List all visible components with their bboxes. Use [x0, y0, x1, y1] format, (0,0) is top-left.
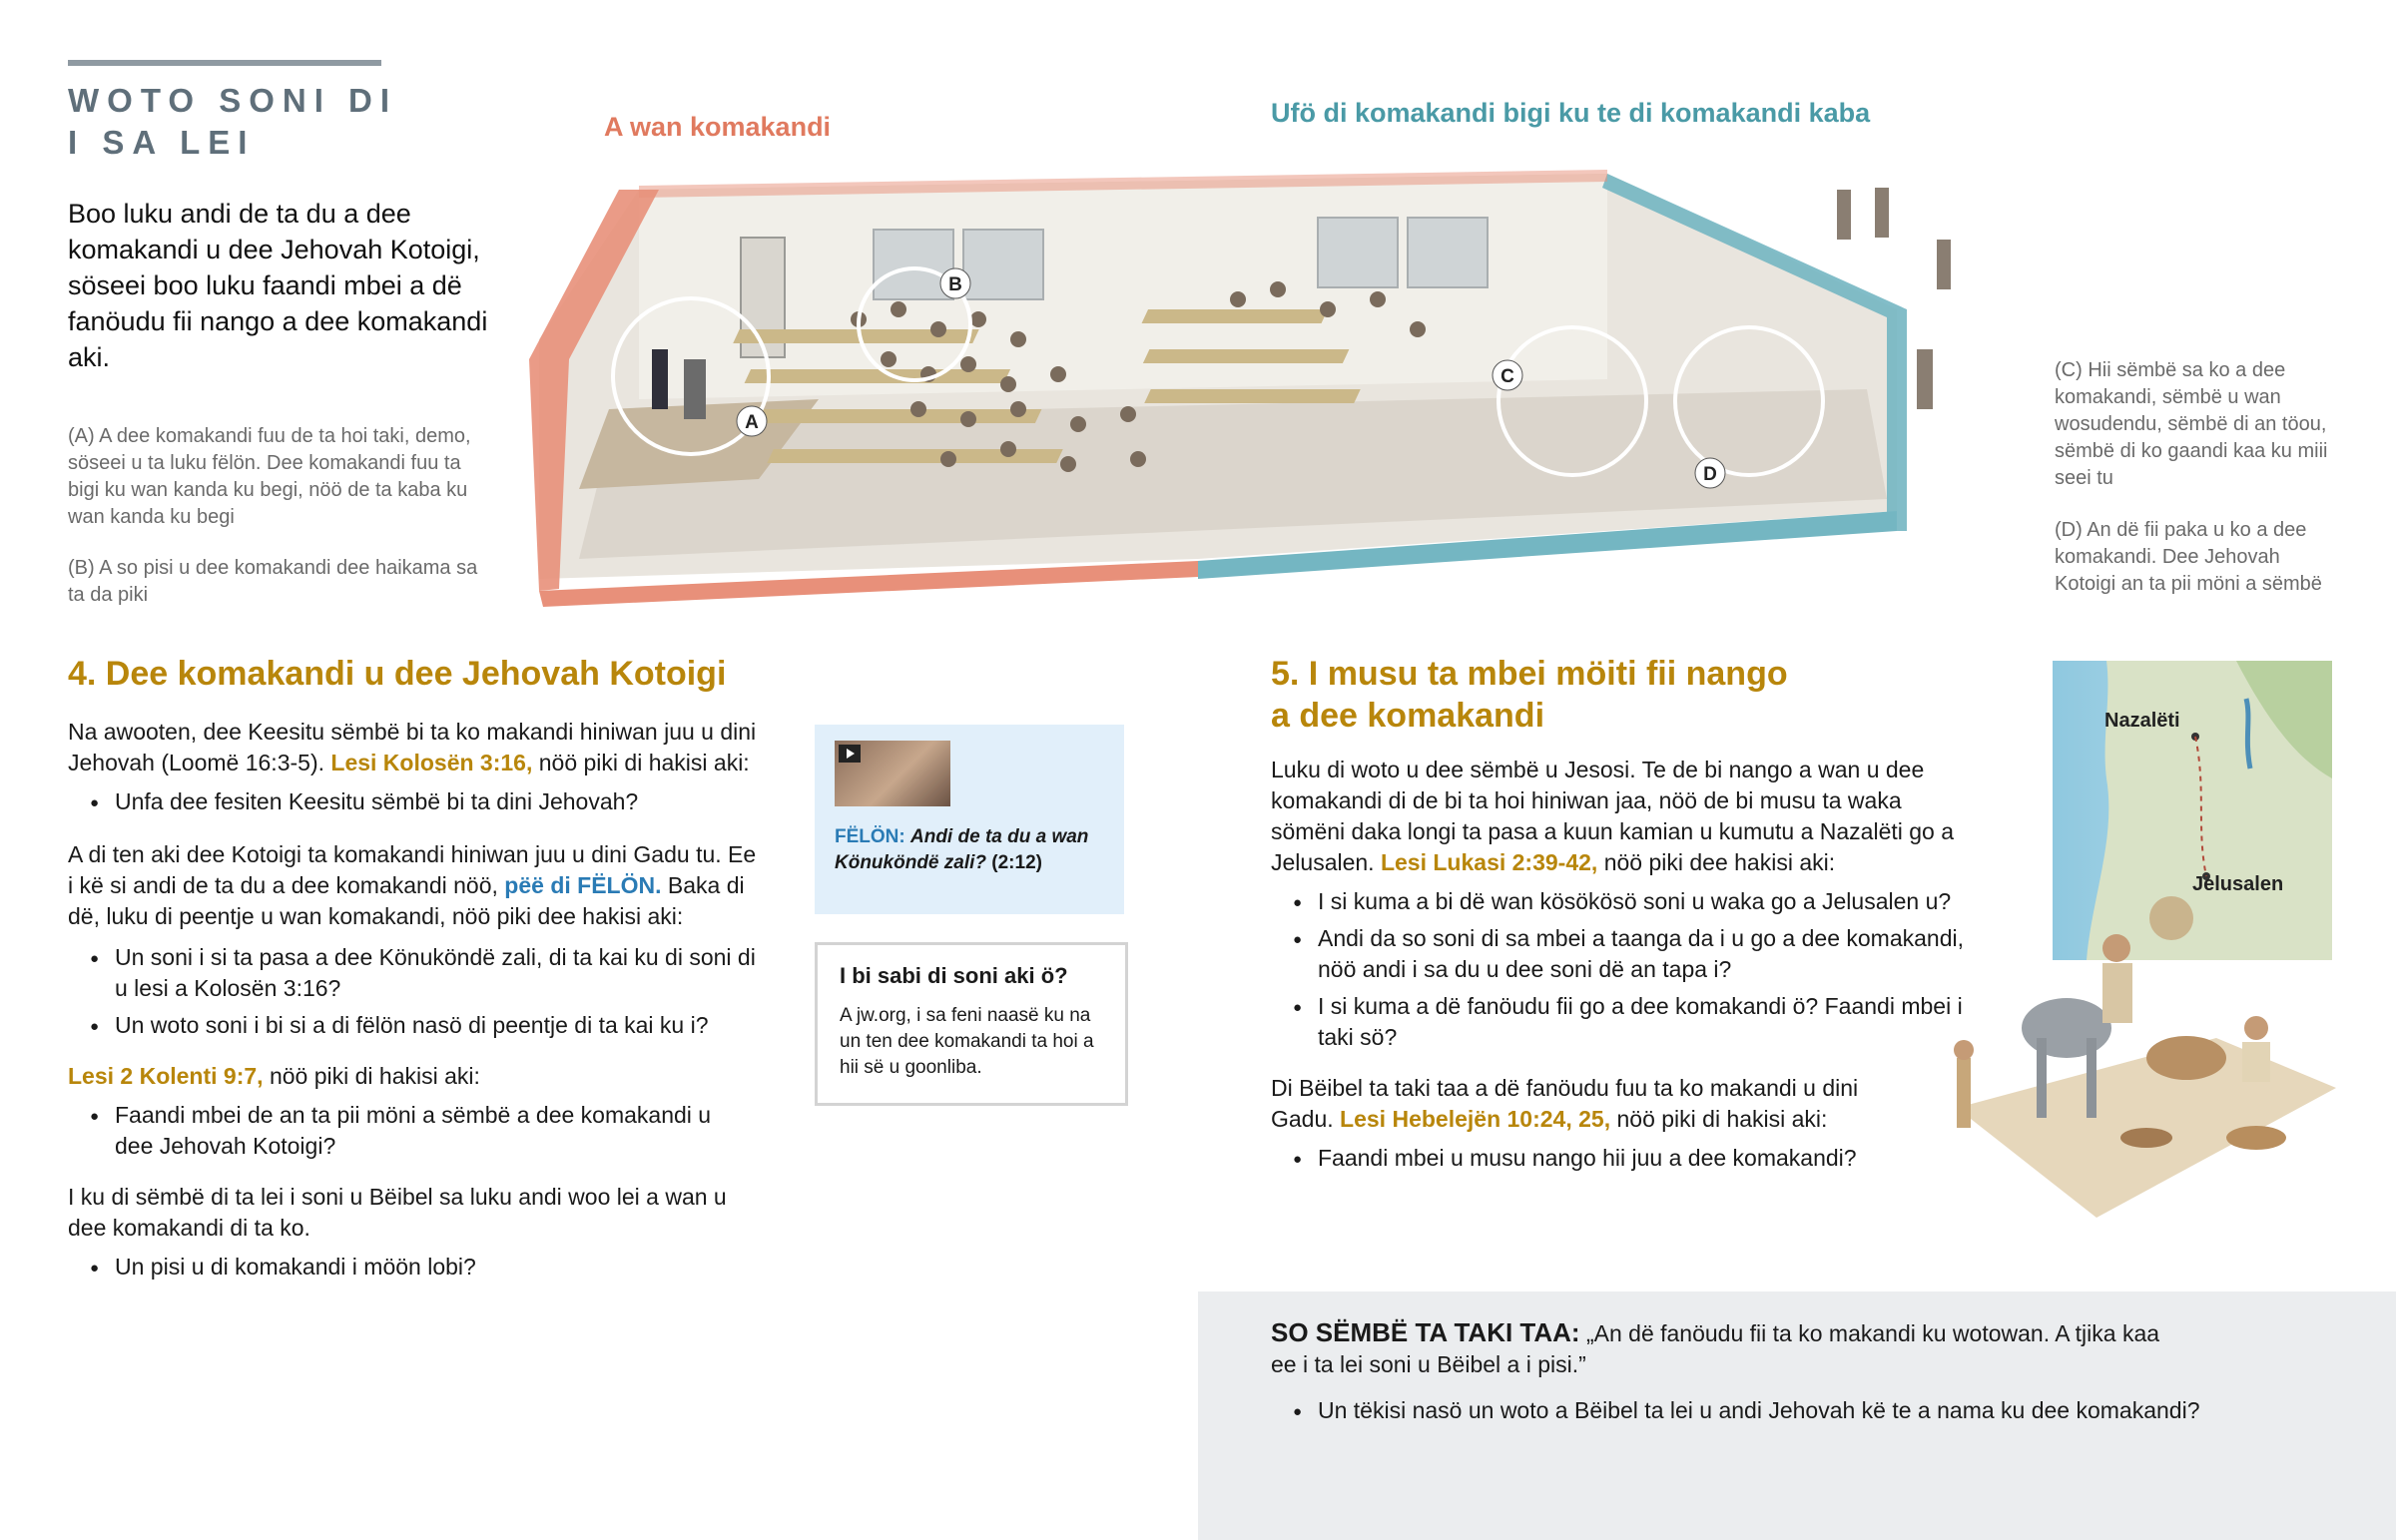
video-label: FËLÖN: [835, 826, 905, 847]
section4-title: 4. Dee komakandi u dee Jehovah Kotoigi [68, 655, 727, 693]
map-city-nazareth: Nazalëti [2104, 710, 2180, 732]
caption-a: (A) A dee komakandi fuu de ta hoi taki, demo, söseei u ta luku fëlön. Dee komakandi fuu ta bigi ku wan kanda ku begi, nöö de ta kaba ku wan kanda ku begi [68, 425, 471, 528]
section5-body [1271, 755, 1970, 1180]
section4-paragraph-3 [68, 1061, 767, 1092]
play-icon[interactable] [839, 745, 861, 763]
section5-paragraph-2 [1271, 1073, 1870, 1135]
section4-paragraph-4: I ku di sëmbë di ta lei i soni u Bëibel sa luku andi woo lei a wan u dee komakandi di ta ko. [68, 1184, 727, 1241]
info-box [815, 942, 1128, 1106]
footer-box [1198, 1291, 2396, 1540]
caption-d: (D) An dë fii paka u ko a dee komakandi. Dee Jehovah Kotoigi an ta pii möni a sëmbë [2055, 519, 2322, 595]
section4-question-3: ● Un woto soni i bi si a di fëlön nasö di peentje di ta kai ku i? [68, 1010, 767, 1041]
section5-p1-ref[interactable]: Lesi Lukasi 2:39-42, [1380, 849, 1598, 875]
section5-title-line1: 5. I musu ta mbei möiti fii nango [1271, 655, 1788, 693]
section4-p2-tail: Baka di dë, luku di peentje u wan komakandi, nöö piki dee hakisi aki: [68, 872, 745, 929]
intro-text: Boo luku andi de ta du a dee komakandi u dee Jehovah Kotoigi, söseei boo luku faandi mbei a dë fanöudu fii nango a dee komakandi aki. [68, 199, 488, 372]
section4-question-5: ● Un pisi u di komakandi i möön lobi? [68, 1252, 767, 1283]
section5-question-3: ● I si kuma a dë fanöudu fii go a dee komakandi ö? Faandi mbei i taki sö? [1271, 991, 1970, 1053]
section4-body [68, 717, 767, 1288]
footer-question: ● Un tëkisi nasö un woto a Bëibel ta lei u andi Jehovah kë te a nama ku dee komakandi? [1271, 1395, 2269, 1426]
section4-p3-tail: nöö piki di hakisi aki: [269, 1063, 480, 1089]
marker-c: C [1500, 366, 1514, 387]
footer-quote: „An dë fanöudu fii ta ko makandi ku wotowan. A tjika kaa ee i ta lei soni u Bëibel a i pisi.” [1271, 1320, 2160, 1377]
caption-c: (C) Hii sëmbë sa ko a dee komakandi, sëmbë u wan wosudendu, sëmbë di an töou, sëmbë di ko gaandi kaa ku miii seei tu [2055, 359, 2328, 489]
section-rule [68, 60, 381, 66]
section4-question-1: ● Unfa dee fesiten Keesitu sëmbë bi ta dini Jehovah? [68, 786, 767, 817]
section5-p2-text: Di Bëibel ta taki taa a dë fanöudu fuu ta ko makandi u dini Gadu. [1271, 1075, 1859, 1132]
watch-video-link[interactable]: pëë di FËLÖN. [504, 872, 662, 898]
section5-question-2: ● Andi da so soni di sa mbei a taanga da i u go a dee komakandi, nöö andi i sa du u dee soni dë an tapa i? [1271, 923, 1970, 985]
info-box-text: A jw.org, i sa feni naasë ku na un ten dee komakandi ta hoi a hii së u goonliba. [840, 1005, 1094, 1078]
video-title[interactable]: Andi de ta du a wan Könuköndë zali? [835, 826, 1089, 873]
marker-d: D [1703, 464, 1717, 485]
video-box[interactable] [815, 725, 1124, 914]
section4-p1-text: Na awooten, dee Keesitu sëmbë bi ta ko makandi hiniwan juu u dini Jehovah (Loomë 16:3-5). [68, 719, 757, 775]
section4-question-4: ● Faandi mbei de an ta pii möni a sëmbë a dee komakandi u dee Jehovah Kotoigi? [68, 1100, 727, 1162]
section5-p1-text: Luku di woto u dee sëmbë u Jesosi. Te de bi nango a wan u dee komakandi di de bi ta hoi hiniwan jaa, nöö de bi musu ta waka sömëni daka longi ta pasa a kuun kamian u kumutu a Nazalëti go a Jelusalen. [1271, 757, 1955, 875]
section4-paragraph-2 [68, 839, 767, 932]
journey-map-illustration [1917, 659, 2336, 1228]
section5-p1-tail: nöö piki dee hakisi aki: [1603, 849, 1836, 875]
section5-title-line2: a dee komakandi [1271, 697, 1545, 735]
marker-b: B [948, 274, 962, 295]
video-duration: (2:12) [991, 852, 1042, 873]
section4-question-2: ● Un soni i si ta pasa a dee Könuköndë zali, di ta kai ku di soni di u lesi a Kolosën 3:16? [68, 942, 767, 1004]
illustration-label-left: A wan komakandi [604, 112, 832, 142]
section-title-line2: I SA LEI [68, 124, 256, 161]
section5-question-4: ● Faandi mbei u musu nango hii juu a dee komakandi? [1271, 1143, 1970, 1174]
section5-p2-ref[interactable]: Lesi Hebelejën 10:24, 25, [1340, 1106, 1611, 1132]
section-title-line1: WOTO SONI DI [68, 82, 398, 119]
section5-p2-tail: nöö piki di hakisi aki: [1616, 1106, 1828, 1132]
section4-p1-tail: nöö piki di hakisi aki: [538, 750, 750, 775]
footer-label: SO SËMBË TA TAKI TAA: [1271, 1317, 1580, 1347]
info-box-title: I bi sabi di soni aki ö? [840, 963, 1068, 988]
map-city-jerusalem: Jelusalen [2192, 873, 2284, 895]
section5-paragraph-1 [1271, 755, 1970, 878]
section4-p1-ref[interactable]: Lesi Kolosën 3:16, [330, 750, 533, 775]
section-title [68, 80, 397, 164]
section5-question-1: ● I si kuma a bi dë wan kösökösö soni u waka go a Jelusalen u? [1271, 886, 1970, 917]
section4-p2-text: A di ten aki dee Kotoigi ta komakandi hiniwan juu u dini Gadu tu. Ee i kë si andi de ta du a dee komakandi nöö, [68, 841, 757, 898]
section5-title [1271, 653, 1788, 737]
section4-paragraph-1 [68, 717, 767, 778]
section4-p3-ref[interactable]: Lesi 2 Kolenti 9:7, [68, 1063, 264, 1089]
kingdom-hall-illustration [519, 160, 1957, 609]
marker-a: A [745, 412, 759, 433]
caption-b: (B) A so pisi u dee komakandi dee haikama sa ta da piki [68, 557, 478, 606]
video-thumbnail[interactable] [835, 741, 950, 806]
illustration-label-right: Ufö di komakandi bigi ku te di komakandi kaba [1271, 98, 1871, 128]
